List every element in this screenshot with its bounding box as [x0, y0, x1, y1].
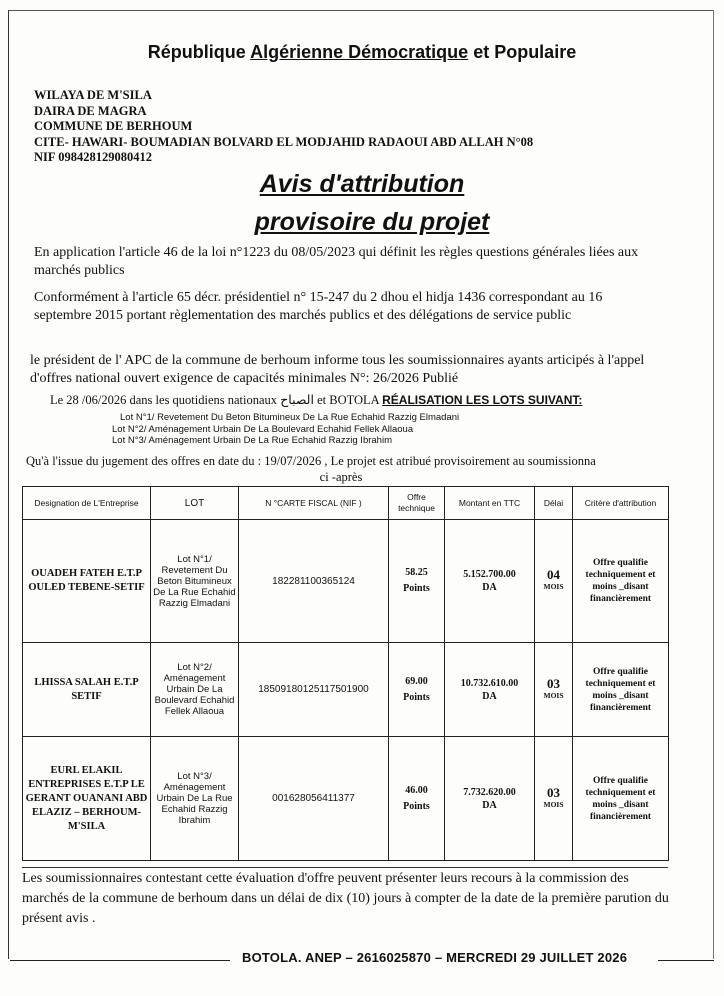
header-lot: LOT [151, 487, 239, 520]
footer-rule-left [10, 960, 230, 961]
judgement-text: Qu'à l'issue du jugement des offres en date du : 19/07/2026 , Le projet est atribué provisoirement au soumissionna [26, 454, 596, 468]
row1-score-value: 58.25 [405, 567, 428, 578]
notice-title-line2: provisoire du projet [254, 208, 490, 236]
header-company: Designation de L'Entreprise [23, 487, 151, 520]
row2-currency: DA [482, 690, 497, 702]
paragraph-appeal-notice: Les soumissionnaires contestant cette évaluation d'offre peuvent présenter leurs recours à la commission des marchés de la commune de berhoum dans un délai de dix (10) jours à compter de la date de la première parution du présent avis . [22, 871, 669, 926]
republic-text-3: et Populaire [468, 42, 577, 62]
row1-delay [535, 520, 573, 643]
notice-title-line1: Avis d'attribution [259, 170, 465, 198]
republic-text-2: Algérienne Démocratique [250, 42, 469, 62]
lots-list [112, 412, 459, 447]
row3-delay-unit: MOIS [543, 799, 564, 809]
section-divider [22, 867, 668, 868]
row3-nif: 001628056411377 [239, 737, 389, 861]
republic-heading [0, 42, 724, 63]
row3-score [389, 737, 445, 861]
row3-score-unit: Points [403, 800, 430, 812]
table-row [23, 737, 669, 861]
table-row [23, 520, 669, 643]
row2-score-value: 69.00 [405, 675, 428, 687]
municipality-header [34, 88, 533, 166]
row1-score-unit: Points [403, 583, 430, 594]
commune-line: COMMUNE DE BERHOUM [34, 119, 193, 133]
header-delay: Délai [535, 487, 573, 520]
row3-criteria: Offre qualifie techniquement et moins _disant financièrement [573, 737, 669, 861]
row2-score-unit: Points [403, 691, 430, 703]
row2-amount [445, 643, 535, 737]
row1-delay-unit: MOIS [543, 582, 564, 591]
row3-lot: Lot N°3/ Aménagement Urbain De La Rue Echahid Razzig Ibrahim [151, 737, 239, 861]
judgement-text-end: ci -après [319, 470, 363, 484]
header-nif: N °CARTE FISCAL (NIF ) [239, 487, 389, 520]
paragraph-announcement: le président de l' APC de la commune de berhoum informe tous les soumissionnaires ayants articipés à l'appel d'offres national ouvert exigence de capacités minimales N°: 26/2026 Publié [30, 353, 645, 386]
row1-lot: Lot N°1/ Revetement Du Beton Bitumineux De La Rue Echahid Razzig Elmadani [151, 520, 239, 643]
lot-item-1: Lot N°1/ Revetement Du Beton Bitumineux De La Rue Echahid Razzig Elmadani [120, 412, 460, 423]
wilaya-line: WILAYA DE M'SILA [34, 88, 152, 102]
row2-criteria: Offre qualifie techniquement et moins _disant financièrement [573, 643, 669, 737]
table-header-row [23, 487, 669, 520]
lot-item-3: Lot N°3/ Aménagement Urbain De La Rue Echahid Razzig Ibrahim [112, 435, 392, 446]
row2-nif: 18509180125117501900 [239, 643, 389, 737]
row3-score-value: 46.00 [405, 784, 428, 796]
row3-delay [535, 737, 573, 861]
footer-rule-right [658, 960, 714, 961]
lots-heading: RÉALISATION LES LOTS SUIVANT: [382, 393, 583, 407]
award-table [22, 486, 669, 861]
row1-nif: 182281100365124 [239, 520, 389, 643]
nif-line: NIF 098428129080412 [34, 150, 152, 164]
paragraph-law-reference: En application l'article 46 de la loi n°1223 du 08/05/2023 qui définit les règles questions générales liées aux marchés publics [34, 245, 639, 278]
row3-delay-value: 03 [547, 784, 560, 800]
daira-line: DAIRA DE MAGRA [34, 103, 147, 118]
footer [0, 950, 724, 970]
lot-item-2: Lot N°2/ Aménagement Urbain De La Boulevard Echahid Fellek Allaoua [112, 423, 414, 435]
row1-amount-value: 5.152.700.00 [463, 569, 516, 580]
header-score: Offre technique [389, 487, 445, 520]
row2-delay-value: 03 [547, 675, 560, 691]
table-row [23, 643, 669, 737]
row3-company: EURL ELAKIL ENTREPRISES E.T.P LE GERANT OUANANI ABD ELAZIZ – BERHOUM- M'SILA [23, 737, 151, 861]
paragraph-publication [50, 391, 680, 409]
row1-delay-value: 04 [547, 567, 560, 582]
address-line: CITE- HAWARI- BOUMADIAN BOLVARD EL MODJAHID RADAOUI ABD ALLAH N°08 [34, 134, 534, 149]
row2-delay-unit: MOIS [543, 690, 564, 700]
row1-score [389, 520, 445, 643]
republic-text-1: République [147, 42, 251, 62]
footer-text: BOTOLA. ANEP – 2616025870 – MERCREDI 29 JUILLET 2026 [242, 950, 628, 965]
row1-amount [445, 520, 535, 643]
row3-amount [445, 737, 535, 861]
paragraph-decree-reference: Conformément à l'article 65 décr. présidentiel n° 15-247 du 2 dhou el hidja 1436 correspondant au 16 septembre 2015 portant règlementation des marchés publics et des délégations de service public [34, 290, 603, 323]
header-amount: Montant en TTC [445, 487, 535, 520]
row2-delay [535, 643, 573, 737]
paragraph-judgement [26, 453, 686, 485]
row2-amount-value: 10.732.610.00 [460, 677, 519, 689]
row1-currency: DA [482, 582, 497, 593]
row1-criteria: Offre qualifie techniquement et moins _disant financièrement [573, 520, 669, 643]
row2-company: LHISSA SALAH E.T.P SETIF [23, 643, 151, 737]
row1-company: OUADEH FATEH E.T.P OULED TEBENE-SETIF [23, 520, 151, 643]
row3-amount-value: 7.732.620.00 [463, 786, 516, 798]
row2-score [389, 643, 445, 737]
publication-text: Le 28 /06/2026 dans les quotidiens nationaux الصباح et BOTOLA [50, 393, 383, 407]
row3-currency: DA [482, 799, 497, 811]
header-criteria: Critère d'attribution [573, 487, 669, 520]
row2-lot: Lot N°2/ Aménagement Urbain De La Boulevard Echahid Fellek Allaoua [151, 643, 239, 737]
